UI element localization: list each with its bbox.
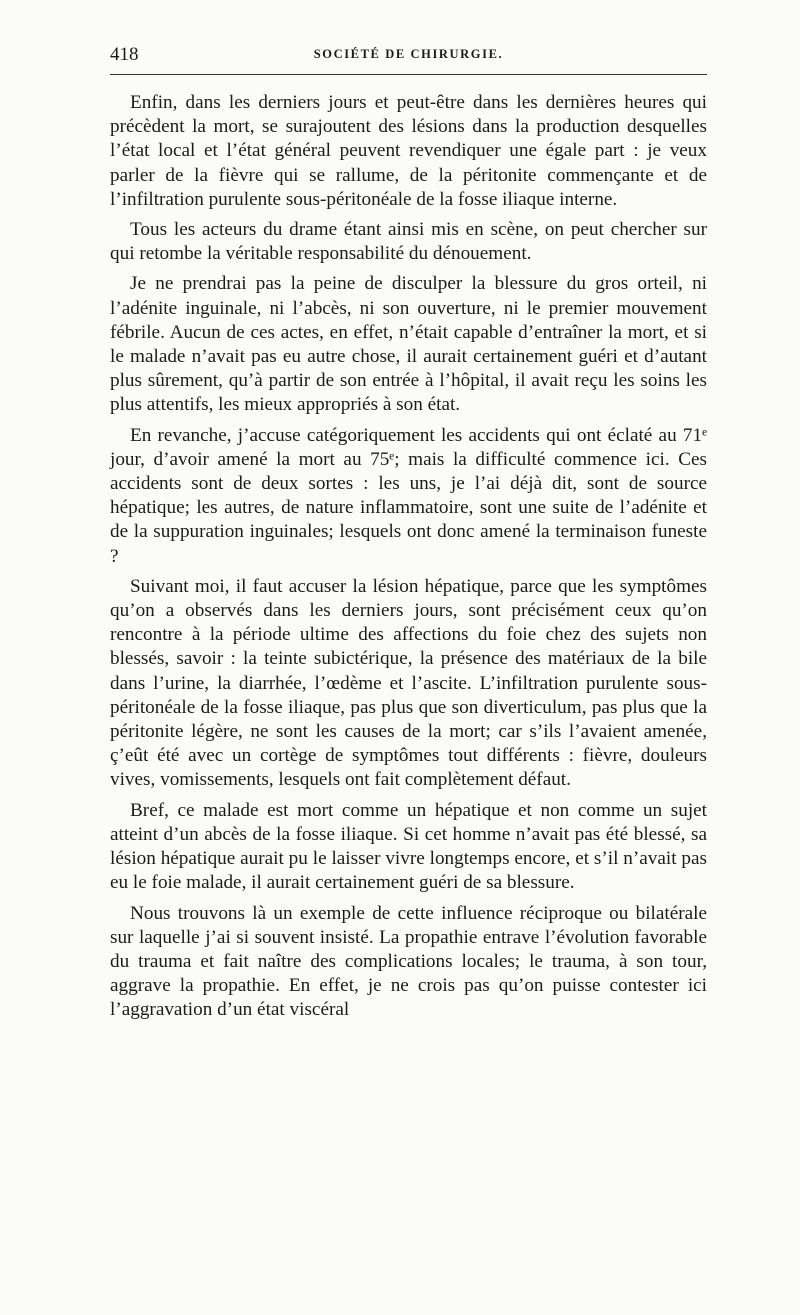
paragraph-6: Bref, ce malade est mort comme un hépatique et non comme un sujet atteint d’un abcès de la fosse iliaque. Si cet homme n’avait pas été blessé, sa lésion hépatique aurait pu le laisser vivre longtemps encore, et s’il n’avait pas eu le foie malade, il aurait certainement guéri de sa blessure. — [110, 799, 707, 894]
paragraph-7: Nous trouvons là un exemple de cette influence réciproque ou bilatérale sur laquelle j’ai si souvent insisté. La propathie entrave l’évolution favorable du trauma et fait naître des complications locales; le trauma, à son tour, aggrave la propathie. En effet, je ne crois pas qu’on puisse contester ici l’aggravation d’un état viscéral — [110, 902, 707, 1021]
running-title: SOCIÉTÉ DE CHIRURGIE. — [313, 47, 504, 61]
page-number: 418 — [110, 44, 139, 65]
body-text — [110, 91, 707, 1023]
paragraph-4: En revanche, j’accuse catégoriquement les accidents qui ont éclaté au 71ᵉ jour, d’avoir amené la mort au 75ᵉ; mais la difficulté commence ici. Ces accidents sont de deux sortes : les uns, je l’ai déjà dit, sont de source hépatique; les autres, de nature inflammatoire, sont une suite de l’adénite et de la suppuration inguinales; lesquels ont donc amené la terminaison funeste ? — [110, 424, 707, 567]
paragraph-5: Suivant moi, il faut accuser la lésion hépatique, parce que les symptômes qu’on a observés dans les derniers jours, sont précisément ceux qu’on rencontre à la période ultime des affections du foie chez des sujets non blessés, savoir : la teinte subictérique, la présence des matériaux de la bile dans l’urine, la diarrhée, l’œdème et l’ascite. L’infiltration purulente sous-péritonéale de la fosse iliaque, pas plus que son diverticulum, pas plus que la péritonite légère, ne sont les causes de la mort; car s’ils l’avaient amenée, ç’eût été avec un cortège de symptômes tout différents : fièvre, douleurs vives, vomissements, lesquels ont fait complètement défaut. — [110, 575, 707, 791]
paragraph-2: Tous les acteurs du drame étant ainsi mis en scène, on peut chercher sur qui retombe la véritable responsabilité du dénouement. — [110, 219, 707, 265]
paragraph-1: Enfin, dans les derniers jours et peut-être dans les dernières heures qui précèdent la mort, se surajoutent des lésions dans la production desquelles l’état local et l’état général peuvent revendiquer une égale part : je veux parler de la fièvre qui se rallume, de la péritonite commençante et de l’infiltration purulente sous-péritonéale de la fosse iliaque interne. — [110, 92, 707, 210]
running-header — [110, 44, 707, 68]
paragraph-3: Je ne prendrai pas la peine de disculper la blessure du gros orteil, ni l’adénite inguinale, ni l’abcès, ni son ouverture, ni le premier mouvement fébrile. Aucun de ces actes, en effet, n’était capable d’entraîner la mort, et si le malade n’avait pas eu autre chose, il aurait certainement guéri et d’autant plus sûrement, qu’à partir de son entrée à l’hôpital, il avait reçu les soins les plus attentifs, les mieux appropriés à son état. — [110, 273, 707, 416]
book-page — [110, 44, 707, 1023]
header-rule — [110, 74, 707, 75]
